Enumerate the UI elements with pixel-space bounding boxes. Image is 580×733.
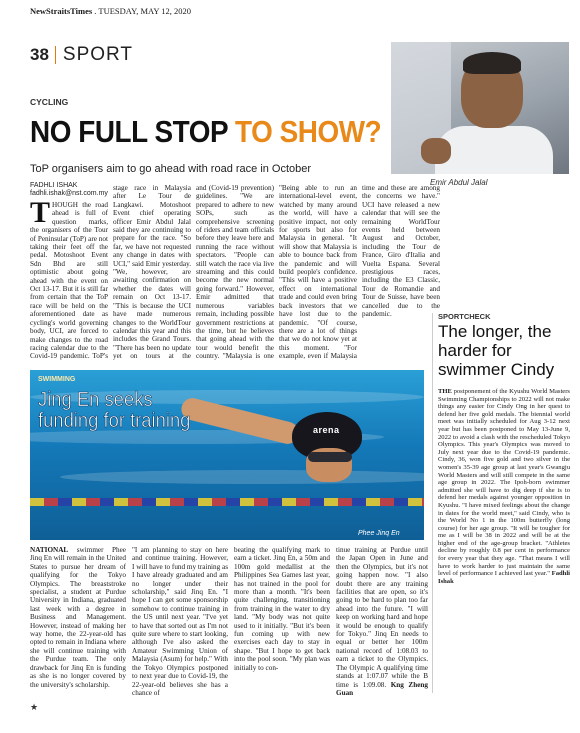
sportcheck-headline: The longer, the harder for swimmer Cindy (438, 322, 555, 379)
section-title: SPORT (62, 44, 134, 65)
page-bar-divider (55, 46, 56, 64)
emir-photo-caption: Emir Abdul Jalal (430, 178, 488, 187)
sportcheck-signature: Fadhli Ishak (438, 570, 570, 585)
main-column-1 (30, 201, 108, 361)
swimmer-photo-caption: Phee Jinq En (358, 530, 400, 537)
photo-hand (421, 138, 451, 164)
emir-photo (391, 42, 569, 174)
photo-body (435, 126, 553, 174)
photo-hair (463, 52, 521, 74)
swim-headline: Jing En seeks funding for training (38, 389, 191, 432)
swim-tag: SWIMMING (38, 376, 76, 383)
swim-column-4 (336, 546, 428, 696)
swim-goggles (308, 452, 352, 462)
drop-cap: T (30, 201, 51, 229)
main-dek: ToP organisers aim to go ahead with road race in October (30, 163, 312, 175)
main-column-5: time and these are among the concerns we have." UCI have released a new calendar that will see the remaining WorldTour events held between August and October, including the Tour de France, Giro d'Italia and Vuelta Espana. Several prestigious races, including the E3 Classic, Tour de Romandie and Tour de Suisse, have been cancelled due to the pandemic. (362, 184, 440, 319)
sidebar-divider (432, 313, 433, 693)
sportcheck-body (438, 388, 570, 698)
issue-date: TUESDAY, MAY 12, 2020 (98, 6, 192, 16)
swim-column-1-text: swimmer Phee Jinq En will remain in the United States to pursue her dream of qualifying for the Tokyo Olympics. The breaststroke specialist, a student at Purdue University in Indiana, graduated last week with a degree in Business and Management. However, instead of making her way home, the 22-year-old has opted to remain in Indiana where she will continue training with the Purdue team. The only drawback for Jinq En is funding as she is no longer covered by the university's scholarship. (30, 546, 126, 689)
swim-column-3: beating the qualifying mark to earn a ticket. Jinq En, a 50m and 100m gold medallist at the Philippines Sea Games last year, has not trained in the pool for more than a month. "It's been quite challenging, transitioning from training in the water to dry land. "My body was not quite used to it initially. "But it's been fun coming up with new exercises each day to stay in shape. "But I hope to get back into the pool soon. "My plan was initially to con- (234, 546, 330, 672)
headline-part-2: TO SHOW? (234, 114, 382, 149)
swim-signature: Kng Zheng Guan (336, 680, 428, 696)
sportcheck-lead-word: THE (438, 388, 452, 395)
swimmer-photo (30, 370, 424, 540)
page-number: 38 (30, 45, 49, 64)
paper-name: NewStraitsTimes (30, 6, 93, 16)
water-wave (60, 470, 424, 484)
main-headline (30, 112, 381, 152)
swim-column-2: "I am planning to stay on here and continue training. However, I will have to fund my training as I have already graduated and am no longer under their scholarship," said Jinq En. "I hope I can get some sponsorship somehow to continue training in the US until next year. "I've yet to have that sorted out as I'm not quite sure where to start looking, although I've also asked the Amateur Swimming Union of Malaysia (Asum) for help." With the Tokyo Olympics postponed to next year due to Covid-19, the 22-year-old believes she has a chance of (132, 546, 228, 696)
footer-star-icon: ★ (30, 702, 39, 712)
page-bar (30, 44, 133, 66)
headline-part-1: NO FULL STOP (30, 114, 235, 149)
main-column-1-text: HOUGH the road ahead is full of question marks, the organisers of the Tour of Peninsular (ToP) are not taking their feet off the pedal. Motoshoot Event Sdn Bhd are still optimistic about going ahead with the event on Oct 13-17. But it is still far from certain that the ToP race will be held on the aforementioned date as cycling's world governing body, UCI, are forced to make changes to the road racing calendar due to the Covid-19 pandemic. ToP's (30, 201, 108, 361)
sportcheck-body-text: postponement of the Kyushu World Masters Swimming Championships to 2022 will not make things any easier for Cindy Ong in her quest to defend her five gold medals. The biennial world meet was initially scheduled for Aug 3-12 next year but has been postponed to May 13-June 9, 2022 to avoid a clash with the rescheduled Tokyo Olympics. This year's Olympics was moved to July next year due to the Covid-19 pandemic. Cindy, 36, won five gold and two silver in the women's 35-39 age group at last year's Gwangju World Masters and will still compete in the same age group in 2022. The Ipoh-born swimmer admitted she will have to dig deep if she is to defend her medals against younger opposition in Kyushu. "I have mixed feelings about the change in dates for the world meet," said Cindy, who is the World No 1 in the 100m butterfly (long course) for her age group. "It will be tougher for me as I will be 38 in 2022 and will be at the higher end of the age-group bracket. "Athletes decline by roughly 0.8 per cent in performance for every year that they age. "That means I will have to work harder to just maintain the same level of performance I achieved last year." (438, 388, 570, 578)
byline (30, 182, 108, 198)
main-column-3: and (Covid-19 prevention) guidelines. "We are prepared to adhere to new SOPs, such as comprehensive screening of riders and team officials before they leave here and running the race without spectators. "People can still watch the race via live streaming and this could become the new normal going forward." However, Emir admitted that numerous variables remain, including possible government restrictions at the time, but he believes that going ahead with the tour would benefit the country. "Malaysia is one (196, 184, 274, 361)
main-column-4: "Being able to run an international-level event, watched by many around the world, will have a positive impact, not only for sports but also for Malaysia in general. "It will show that Malaysia is able to bounce back from the pandemic and will build people's confidence. "This will have a positive effect on international trade and could even bring back investors that we have lost due to the pandemic. "Of course, there are a lot of things that we do not know yet at this moment. "For example, even if Malaysia (279, 184, 357, 361)
byline-author: FADHLI ISHAK (30, 182, 78, 189)
masthead (30, 6, 191, 16)
masthead-separator: . (92, 6, 99, 16)
main-kicker: CYCLING (30, 97, 69, 107)
byline-email: fadhli.ishak@nst.com.my (30, 190, 108, 197)
swim-column-1 (30, 546, 126, 696)
lane-rope (30, 498, 424, 506)
swim-lead-word: NATIONAL (30, 546, 69, 554)
main-column-2: stage race in Malaysia after Le Tour de Langkawi. Motoshoot Event chief operating officer Emir Abdul Jalal said they are continuing to prepare for the race. "So far, we have not requested any change in dates with UCI," said Emir yesterday. "We, however, are awaiting confirmation on whether the dates will remain on Oct 13-17. "This is because the UCI have made numerous changes to the WorldTour calendar this year and this includes the Grand Tours. "There has been no update yet on tours at the (113, 184, 191, 361)
swim-column-4-text: tinue training at Purdue until the Japan Open in June and then the Olympics, but it's not going happen now. "I also doubt there are any training facilities that are open, so it's going to be hard to plan too far ahead into the future. "I will keep on working hard and hope it would be enough to qualify for Tokyo." Jinq En needs to equal or better her 100m national record of 1:08.03 to earn a ticket to the Olympics. The Olympic A qualifying time stands at 1:07.07 while the B time is 1:09.08. (336, 546, 428, 689)
sportcheck-label: SPORTCHECK (438, 312, 491, 321)
cap-brand: arena (313, 425, 340, 435)
